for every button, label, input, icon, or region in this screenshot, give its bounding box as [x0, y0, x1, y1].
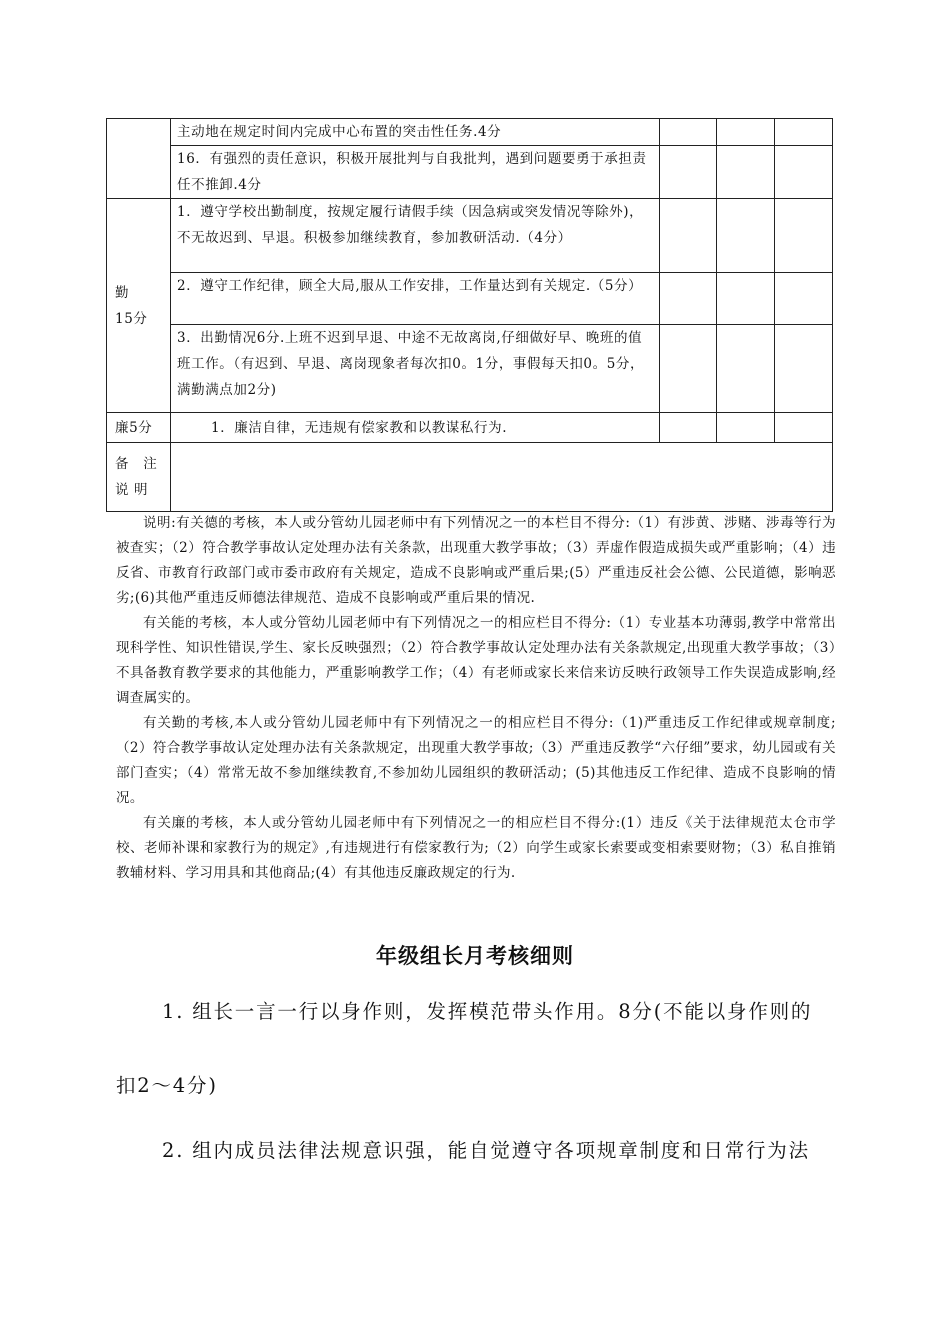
remarks-label-line2: 说 明 — [115, 482, 149, 498]
section-title: 年级组长月考核细则 — [376, 944, 574, 968]
table-row — [107, 199, 833, 273]
note-lian: 有关廉的考核，本人或分管幼儿园老师中有下列情况之一的相应栏目不得分:(1）违反《关于法律规范太仓市学校、老师补课和家教行为的规定》,有违规进行有偿家教行为;（2）向学生或家长索要或变相索要财物；（3）私自推销教辅材料、学习用具和其他商品;(4）有其他违反廉政规定的行为. — [116, 815, 836, 881]
score-cell — [775, 146, 833, 199]
category-qin-cell — [107, 199, 171, 413]
score-cell — [775, 325, 833, 413]
table-row — [107, 119, 833, 146]
category-cell-empty — [107, 119, 171, 199]
score-cell — [717, 119, 775, 146]
table-row — [107, 443, 833, 512]
score-cell — [660, 146, 717, 199]
score-cell — [775, 273, 833, 325]
table-row — [107, 325, 833, 413]
item-1-line-1: 1. 组长一言一行以身作则，发挥模范带头作用。8分(不能以身作则的 — [162, 1000, 813, 1023]
category-lian-cell: 廉5分 — [107, 413, 171, 443]
table-row — [107, 146, 833, 199]
note-de: 说明:有关德的考核，本人或分管幼儿园老师中有下列情况之一的本栏目不得分:（1）有涉黄、涉赌、涉毒等行为被查实；（2）符合教学事故认定处理办法有关条款，出现重大教学事故；（3）弄虚作假造成损失或严重影响；（4）违反省、市教育行政部门或市委市政府有关规定，造成不良影响或严重后果;(5）严重违反社会公德、公民道德，影响恶劣;(6)其他严重违反师德法律规范、造成不良影响或严重后果的情况. — [116, 515, 836, 606]
score-cell — [660, 273, 717, 325]
score-cell — [717, 413, 775, 443]
criterion-cell: 16．有强烈的责任意识，积极开展批判与自我批判，遇到问题要勇于承担责任不推卸.4分 — [171, 146, 660, 199]
criterion-cell: 3．出勤情况6分.上班不迟到早退、中途不无故离岗,仔细做好早、晚班的值班工作。（有迟到、早退、离岗现象者每次扣0。1分，事假每天扣0。5分，满勤满点加2分) — [171, 325, 660, 413]
score-cell — [660, 413, 717, 443]
score-cell — [660, 119, 717, 146]
score-cell — [717, 325, 775, 413]
score-cell — [660, 199, 717, 273]
criterion-cell: 1．廉洁自律，无违规有偿家教和以教谋私行为. — [171, 413, 660, 443]
score-cell — [717, 273, 775, 325]
notes-section — [116, 511, 836, 886]
evaluation-table — [106, 118, 833, 512]
item-1-line-2: 扣2～4分) — [116, 1074, 218, 1097]
score-cell — [775, 199, 833, 273]
criterion-cell: 2．遵守工作纪律，顾全大局,服从工作安排，工作量达到有关规定.（5分） — [171, 273, 660, 325]
category-qin-score: 15分 — [115, 310, 148, 327]
table-row — [107, 273, 833, 325]
score-cell — [717, 146, 775, 199]
score-cell — [775, 413, 833, 443]
note-qin: 有关勤的考核,本人或分管幼儿园老师中有下列情况之一的相应栏目不得分:（1)严重违反工作纪律或规章制度;（2）符合教学事故认定处理办法有关条款规定，出现重大教学事故;（3）严重违反教学“六仔细”要求，幼儿园或有关部门查实；（4）常常无故不参加继续教育,不参加幼儿园组织的教研活动；(5)其他违反工作纪律、造成不良影响的情况。 — [116, 715, 836, 806]
score-cell — [775, 119, 833, 146]
remarks-content-cell — [171, 443, 833, 512]
score-cell — [717, 199, 775, 273]
criterion-cell: 主动地在规定时间内完成中心布置的突击性任务.4分 — [171, 119, 660, 146]
remarks-label-line1: 备 注 — [115, 456, 158, 472]
score-cell — [660, 325, 717, 413]
table-row — [107, 413, 833, 443]
item-2-line-1: 2. 组内成员法律法规意识强，能自觉遵守各项规章制度和日常行为法 — [162, 1139, 810, 1162]
category-qin-label: 勤 — [115, 284, 130, 301]
criterion-cell: 1．遵守学校出勤制度，按规定履行请假手续（因急病或突发情况等除外)，不无故迟到、早退。积极参加继续教育，参加教研活动.（4分） — [171, 199, 660, 273]
remarks-label-cell — [107, 443, 171, 512]
note-neng: 有关能的考核，本人或分管幼儿园老师中有下列情况之一的相应栏目不得分:（1）专业基本功薄弱,教学中常常出现科学性、知识性错误,学生、家长反映强烈；（2）符合教学事故认定处理办法有关条款规定,出现重大教学事故；（3）不具备教育教学要求的其他能力，严重影响教学工作；（4）有老师或家长来信来访反映行政领导工作失误造成影响,经调查属实的。 — [116, 615, 836, 706]
